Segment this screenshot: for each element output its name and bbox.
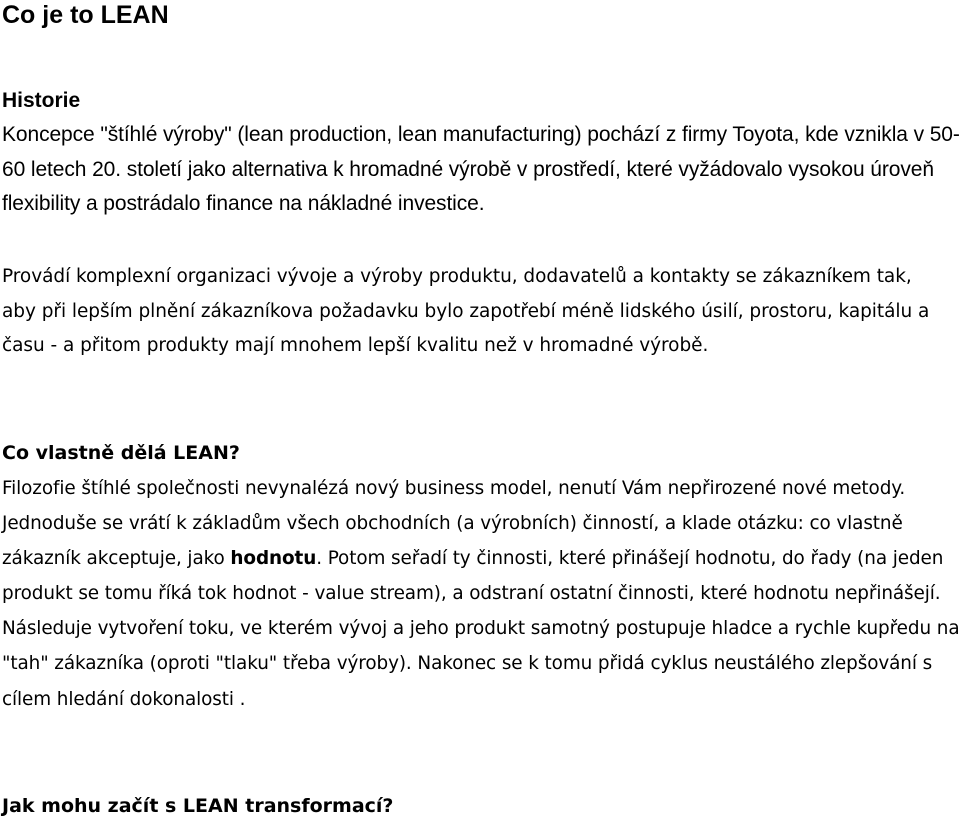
paragraph-filozofie [2,471,960,717]
page-title: Co je to LEAN [2,1,169,29]
paragraph-filozofie-part-1: Filozofie štíhlé společnosti nevynalézá nový business model, nenutí Vám nepřirozené nové metody. Jednoduše se vrátí k základům všech obchodních (a výrobních) činností, a klade otázku: co vlastně zákazník akceptuje, jako [2,478,906,570]
section-heading-jak-zacit: Jak mohu začít s LEAN transformací? [2,795,394,817]
bold-word-hodnotu: hodnotu [230,548,317,570]
section-heading-historie: Historie [2,89,81,112]
paragraph-filozofie-part-2: . Potom seřadí ty činnosti, které přinášejí hodnotu, do řady (na jeden produkt se tomu říká tok hodnot - value stream), a odstraní ostatní činnosti, které hodnotu nepřinášejí. Následuje vytvoření toku, ve kterém vývoj a jeho produkt samotný postupuje hladce a rychle kupředu na "tah" zákazníka (oproti "tlaku" třeba výroby). Nakonec se k tomu přidá cyklus neustálého zlepšování s cílem hledání dokonalosti . [2,548,960,710]
section-heading-co-vlastne-dela-lean: Co vlastně dělá LEAN? [2,442,240,464]
paragraph-provadi: Provádí komplexní organizaci vývoje a výroby produktu, dodavatelů a kontakty se zákazníkem tak, aby při lepším plnění zákazníkova požadavku bylo zapotřebí méně lidského úsilí, prostoru, kapitálu a času - a přitom produkty mají mnohem lepší kvalitu než v hromadné výrobě. [2,266,930,357]
paragraph-historie: Koncepce "štíhlé výroby" (lean production, lean manufacturing) pochází z firmy Toyota, kde vznikla v 50-60 letech 20. století jako alternativa k hromadné výrobě v prostředí, které vyžádovalo vysokou úroveň flexibility a postrádalo finance na nákladné investice. [2,123,960,215]
